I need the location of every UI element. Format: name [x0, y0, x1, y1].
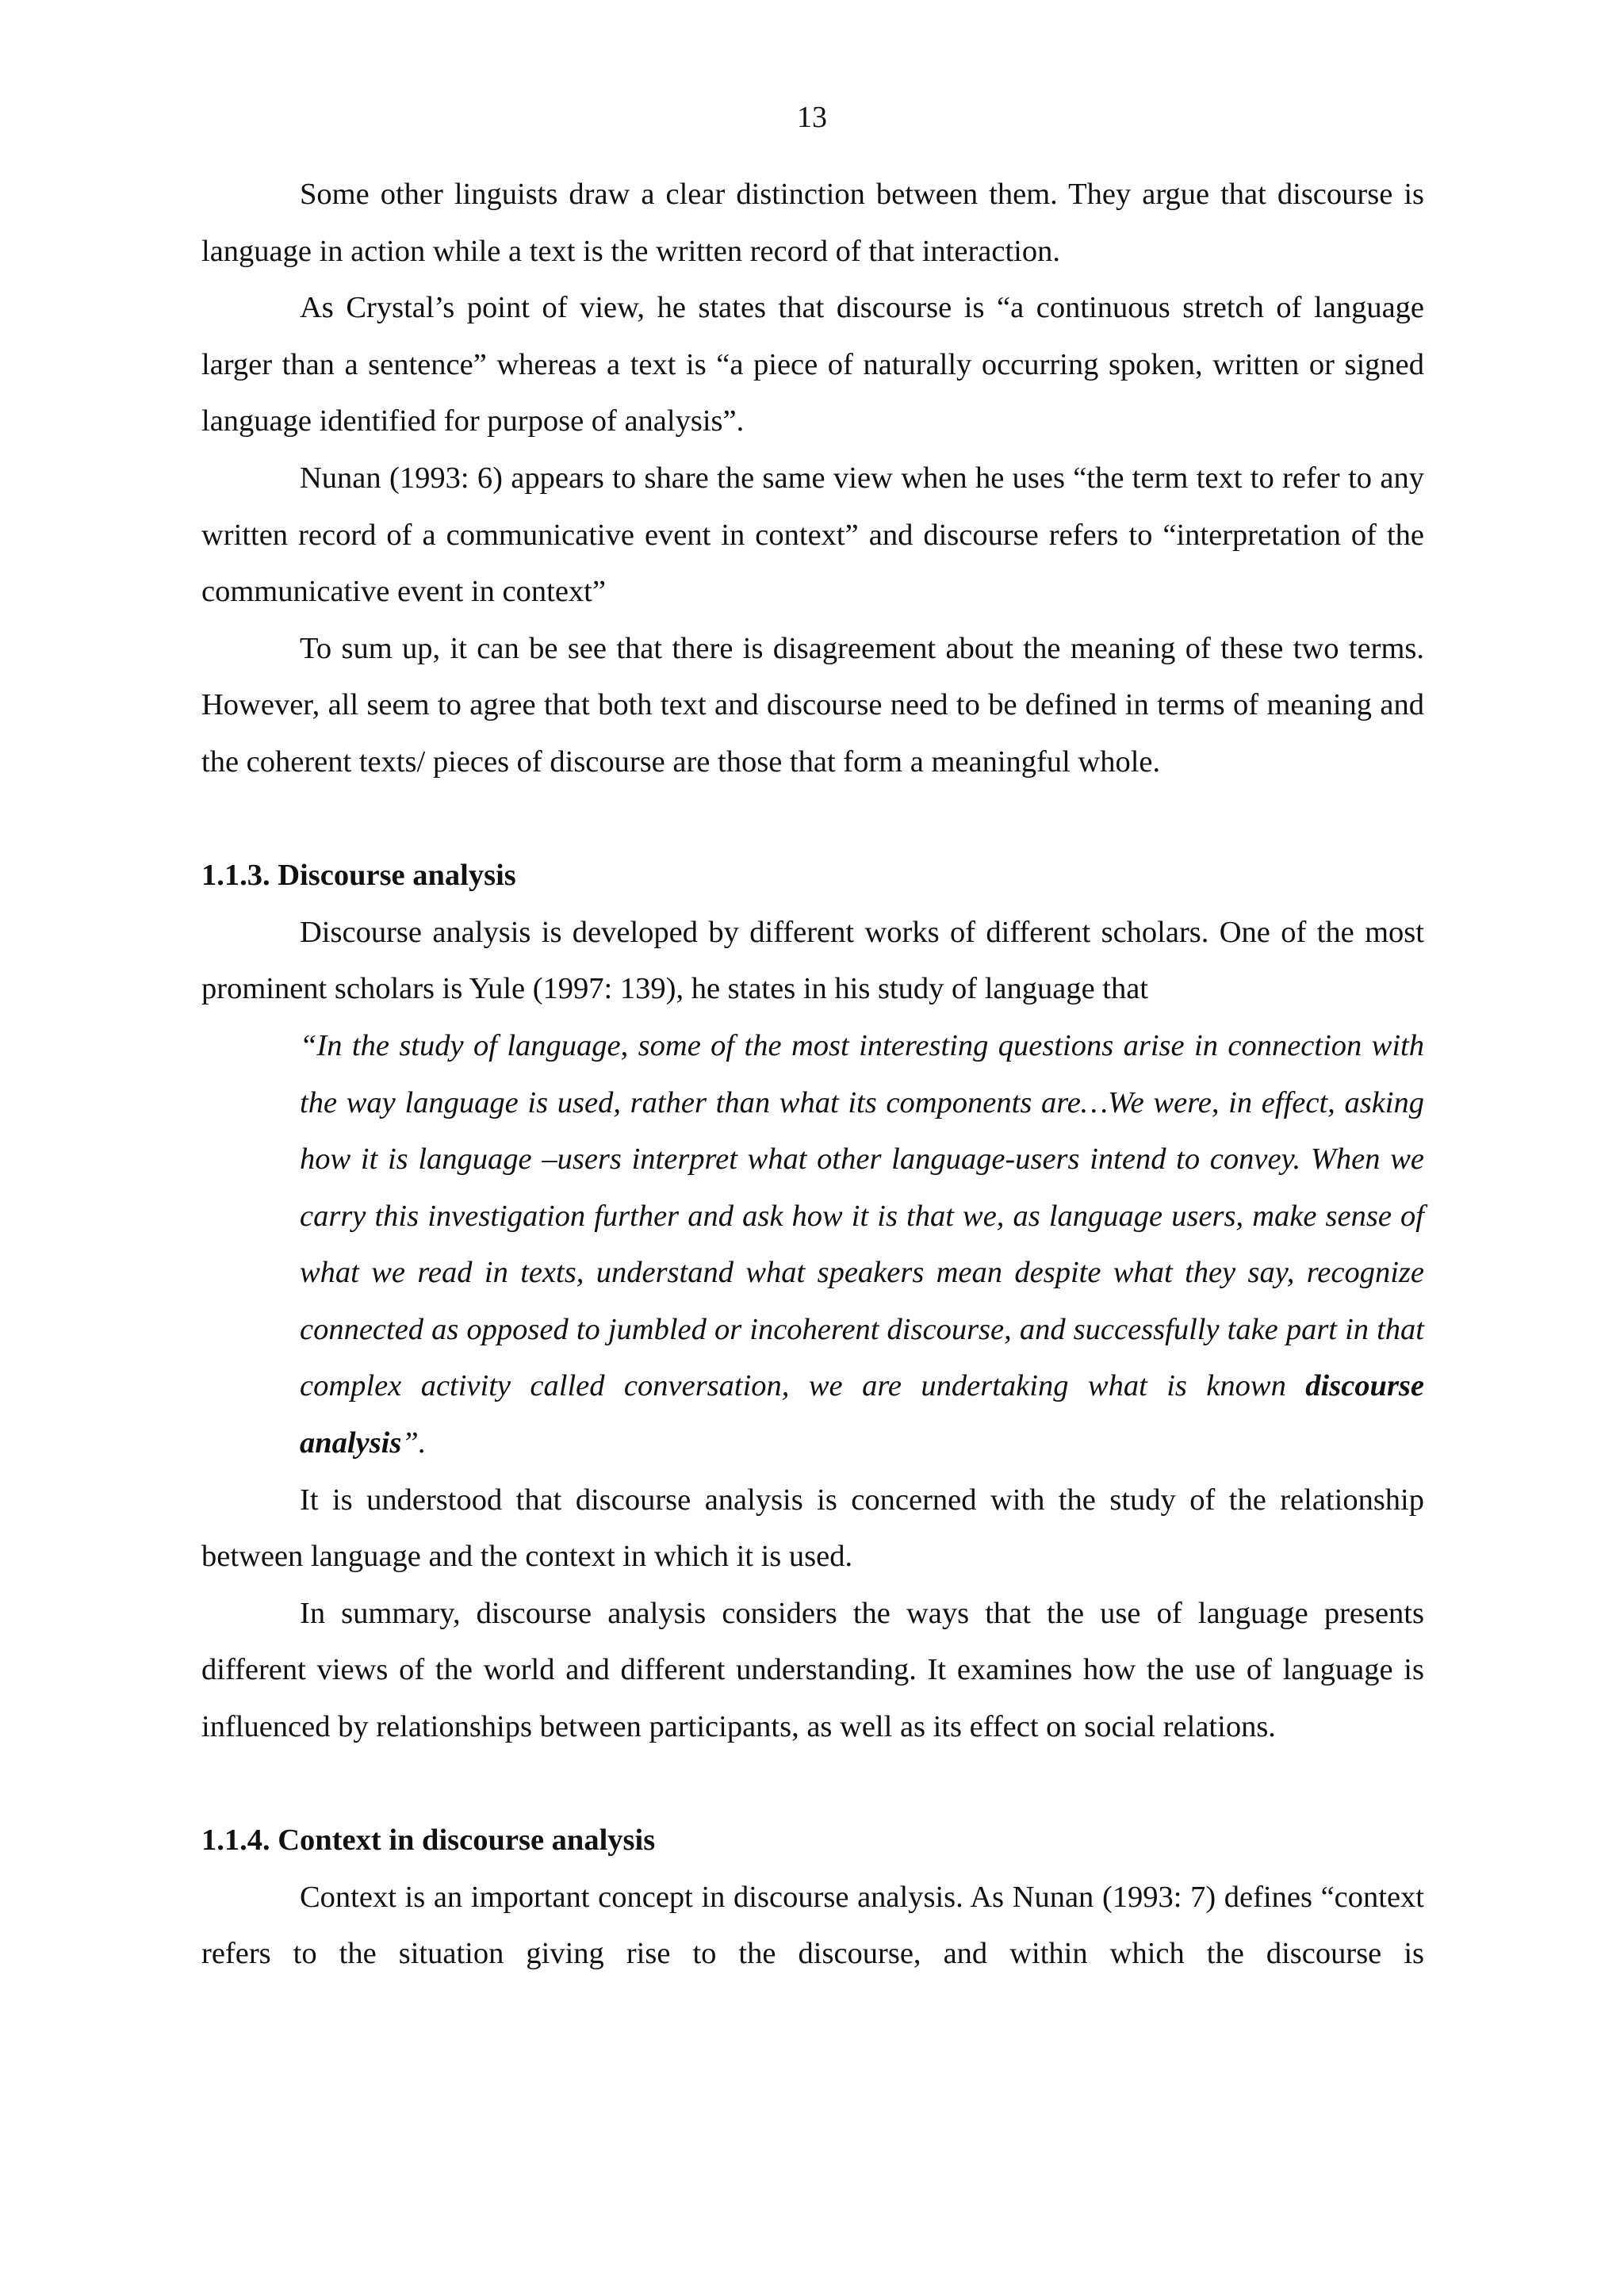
paragraph-discourse-analysis-intro: Discourse analysis is developed by different works of different scholars. One of the most prominent scholars is Yule (1997: 139), he states in his study of language that [201, 915, 1424, 1006]
quote-text: “In the study of language, some of the most interesting questions arise in connection with the way language is used, rather than what its components are…We were, in effect, asking how it is language –users interpret what other language-users intend to convey. When we carry this investigation further and ask how it is that we, as language users, make sense of what we read in texts, understand what speakers mean despite what they say, recognize connected as opposed to jumbled or incoherent discourse, and successfully take part in that complex activity called conversation, we are undertaking what is known [300, 1028, 1424, 1403]
paragraph-context-intro: Context is an important concept in discourse analysis. As Nunan (1993: 7) defines “context refers to the situation giving rise to the discourse, and within which the discourse is [201, 1880, 1424, 1971]
section-gap [201, 791, 1424, 848]
quote-bold-term: discourse analysis [300, 1369, 1424, 1460]
quote-closing: ”. [401, 1426, 427, 1460]
section-gap [201, 1756, 1424, 1813]
page-body [201, 166, 1424, 1983]
paragraph-sum-up: To sum up, it can be see that there is disagreement about the meaning of these two terms. However, all seem to agree that both text and discourse need to be defined in terms of meaning and the coherent texts/ pieces of discourse are those that form a meaningful whole. [201, 631, 1424, 779]
paragraph-understood: It is understood that discourse analysis is concerned with the study of the relationship between language and the context in which it is used. [201, 1483, 1424, 1574]
paragraph-distinction: Some other linguists draw a clear distinction between them. They argue that discourse is language in action while a text is the written record of that interaction. [201, 178, 1424, 268]
block-quote-yule [300, 1018, 1424, 1472]
paragraph-crystal: As Crystal’s point of view, he states that discourse is “a continuous stretch of language larger than a sentence” whereas a text is “a piece of naturally occurring spoken, written or signed language identified for purpose of analysis”. [201, 291, 1424, 438]
page-number: 13 [797, 101, 827, 134]
paragraph-nunan: Nunan (1993: 6) appears to share the same view when he uses “the term text to refer to any written record of a communicative event in context” and discourse refers to “interpretation of the communicative event in context” [201, 461, 1424, 609]
paragraph-summary: In summary, discourse analysis considers the ways that the use of language presents different views of the world and different understanding. It examines how the use of language is influenced by relationships between participants, as well as its effect on social relations. [201, 1596, 1424, 1744]
heading-context-in-discourse-analysis: 1.1.4. Context in discourse analysis [201, 1823, 656, 1858]
heading-discourse-analysis: 1.1.3. Discourse analysis [201, 859, 516, 893]
